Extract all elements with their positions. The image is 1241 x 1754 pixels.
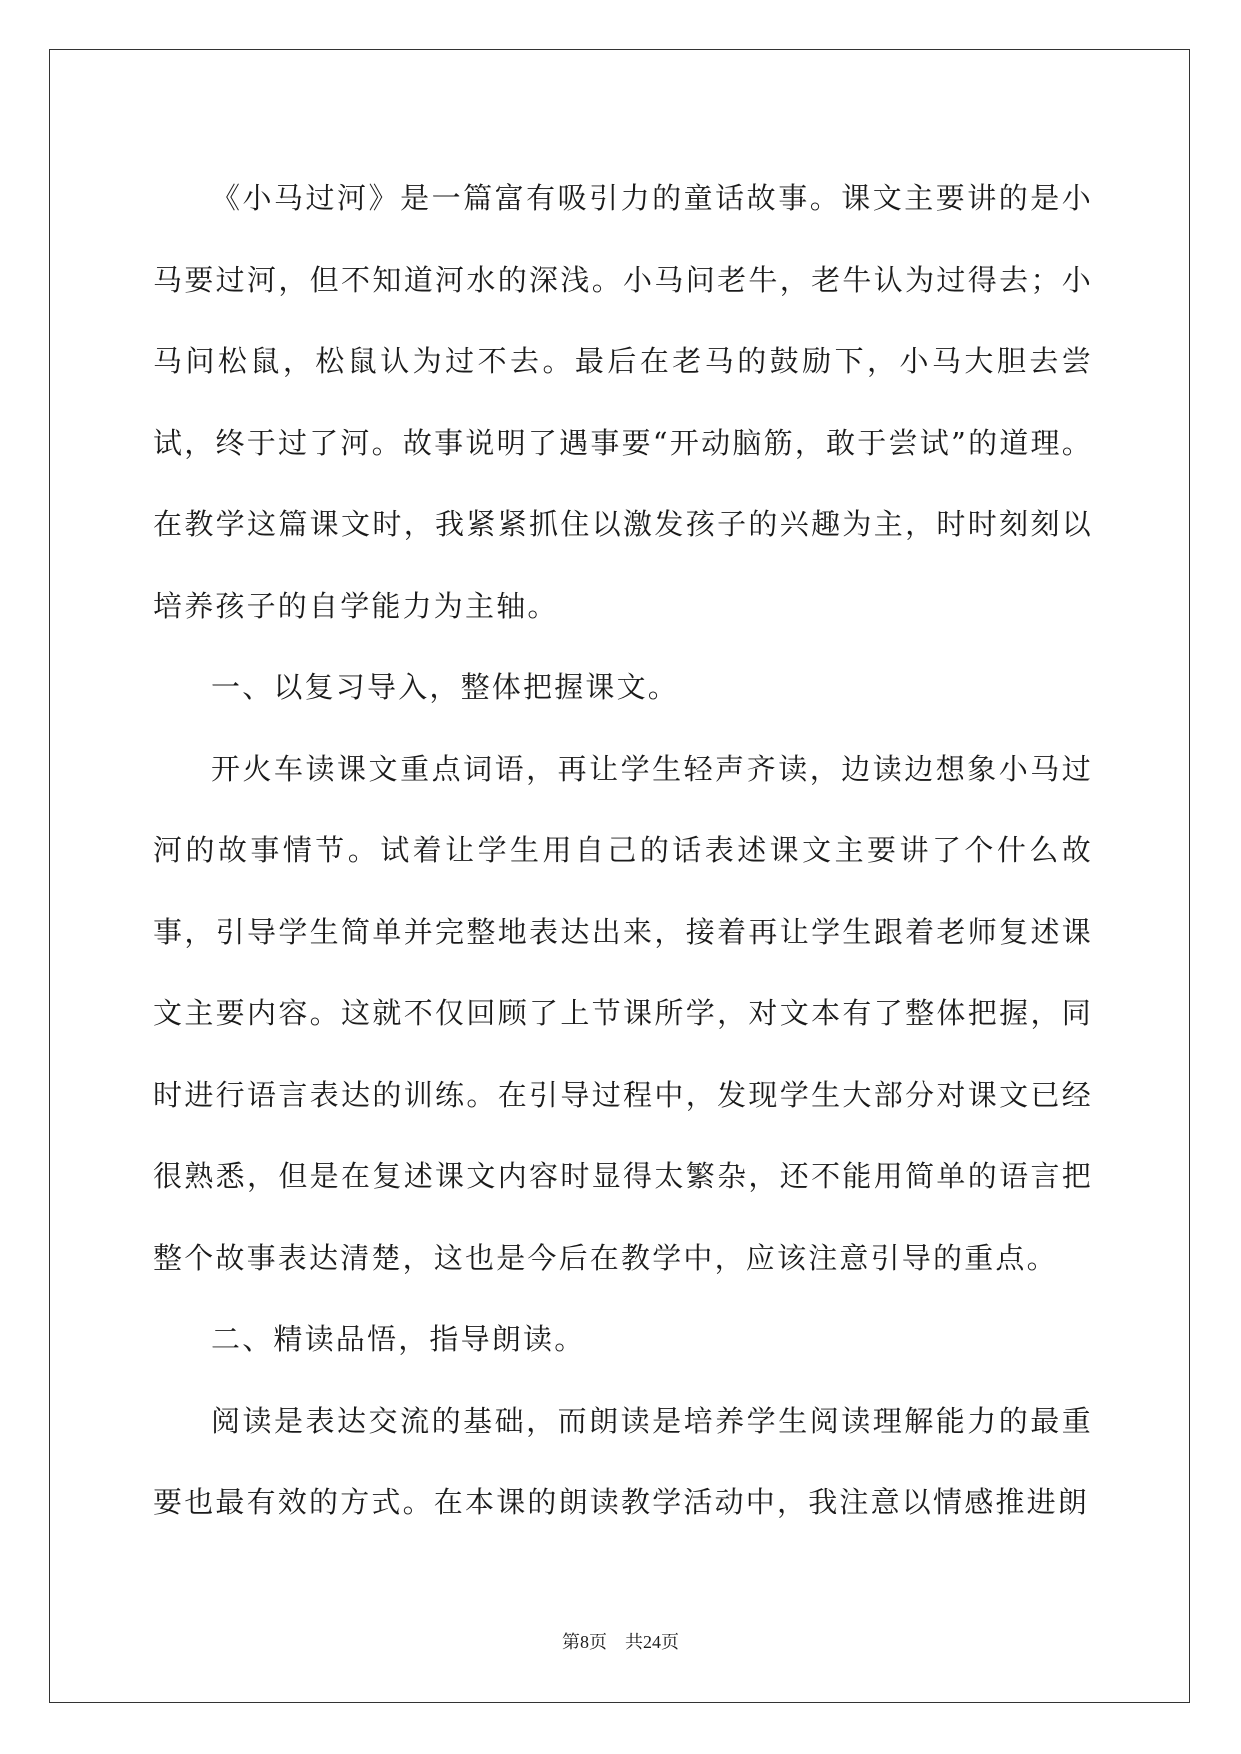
paragraph-intro: 《小马过河》是一篇富有吸引力的童话故事。课文主要讲的是小马要过河，但不知道河水的深浅。小马问老牛，老牛认为过得去；小马问松鼠，松鼠认为过不去。最后在老马的鼓励下，小马大胆去尝试，终于过了河。故事说明了遇事要“开动脑筋，敢于尝试”的道理。在教学这篇课文时，我紧紧抓住以激发孩子的兴趣为主，时时刻刻以培养孩子的自学能力为主轴。 bbox=[153, 181, 1093, 623]
paragraph-section-1: 开火车读课文重点词语，再让学生轻声齐读，边读边想象小马过河的故事情节。试着让学生用自己的话表述课文主要讲了个什么故事，引导学生简单并完整地表达出来，接着再让学生跟着老师复述课文主要内容。这就不仅回顾了上节课所学，对文本有了整体把握，同时进行语言表达的训练。在引导过程中，发现学生大部分对课文已经很熟悉，但是在复述课文内容时显得太繁杂，还不能用简单的语言把整个故事表达清楚，这也是今后在教学中，应该注意引导的重点。 bbox=[153, 751, 1093, 1275]
page-total: 共24页 bbox=[625, 1632, 679, 1652]
page-footer bbox=[0, 1628, 1241, 1654]
section-heading-1: 一、以复习导入，整体把握课文。 bbox=[211, 670, 680, 704]
section-heading-2: 二、精读品悟，指导朗读。 bbox=[211, 1322, 586, 1356]
paragraph-section-2: 阅读是表达交流的基础，而朗读是培养学生阅读理解能力的最重要也最有效的方式。在本课的朗读教学活动中，我注意以情感推进朗 bbox=[153, 1403, 1093, 1519]
page-number: 第8页 bbox=[562, 1632, 607, 1652]
document-body bbox=[153, 158, 1093, 1544]
